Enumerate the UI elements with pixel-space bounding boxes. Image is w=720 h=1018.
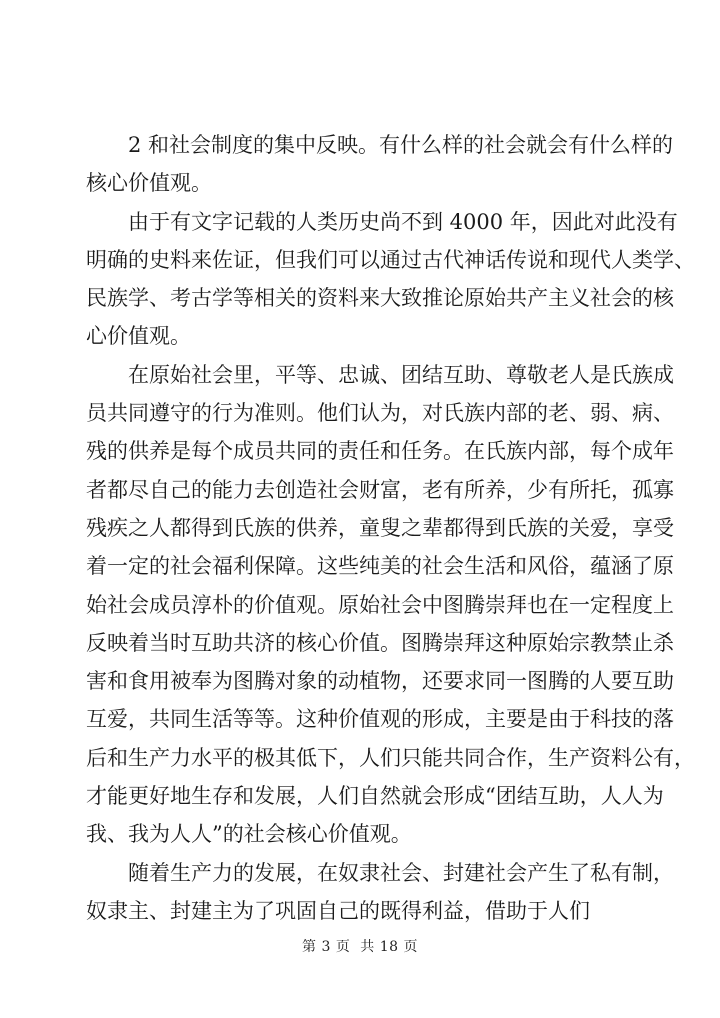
text-line: 始社会成员淳朴的价值观。原始社会中图腾崇拜也在一定程度上 [86, 592, 674, 617]
text-line: 害和食用被奉为图腾对象的动植物，还要求同一图腾的人要互助 [86, 669, 674, 694]
text-line: 互爱，共同生活等等。这种价值观的形成，主要是由于科技的落 [86, 707, 674, 732]
paragraph-3 [86, 356, 695, 854]
text-line: 者都尽自己的能力去创造社会财富，老有所养，少有所托，孤寡 [86, 477, 674, 502]
paragraph-2 [86, 203, 695, 356]
page-number: 第 3 页 共 18 页 [302, 939, 418, 955]
text-line: 在原始社会里，平等、忠诚、团结互助、尊敬老人是氏族成 [128, 362, 674, 387]
paragraph-4 [86, 854, 674, 931]
text-line: 才能更好地生存和发展，人们自然就会形成“团结互助，人人为 [86, 784, 664, 809]
text-line: 着一定的社会福利保障。这些纯美的社会生活和风俗，蕴涵了原 [86, 554, 674, 579]
text-line: 后和生产力水平的极其低下，人们只能共同合作，生产资料公有， [86, 745, 695, 770]
text-line: 奴隶主、封建主为了巩固自己的既得利益，借助于人们 [86, 898, 590, 923]
text-line: 心价值观。 [86, 324, 191, 349]
text-line: 明确的史料来佐证，但我们可以通过古代神话传说和现代人类学、 [86, 247, 695, 272]
text-line: 民族学、考古学等相关的资料来大致推论原始共产主义社会的核 [86, 286, 674, 311]
text-line: 我、我为人人”的社会核心价值观。 [86, 822, 412, 847]
page-footer [0, 936, 720, 956]
text-line: 反映着当时互助共济的核心价值。图腾崇拜这种原始宗教禁止杀 [86, 630, 674, 655]
text-line: 随着生产力的发展，在奴隶社会、封建社会产生了私有制， [128, 860, 674, 885]
text-line: 2 和社会制度的集中反映。有什么样的社会就会有什么样的 [128, 133, 674, 157]
body-text [86, 126, 695, 930]
paragraph-1 [86, 126, 674, 203]
text-line: 残疾之人都得到氏族的供养，童叟之辈都得到氏族的关爱，享受 [86, 515, 674, 540]
text-line: 残的供养是每个成员共同的责任和任务。在氏族内部，每个成年 [86, 439, 674, 464]
text-line: 员共同遵守的行为准则。他们认为，对氏族内部的老、弱、病、 [86, 401, 674, 426]
text-line: 由于有文字记载的人类历史尚不到 4000 年，因此对此没有 [128, 209, 678, 234]
text-line: 核心价值观。 [86, 171, 212, 196]
